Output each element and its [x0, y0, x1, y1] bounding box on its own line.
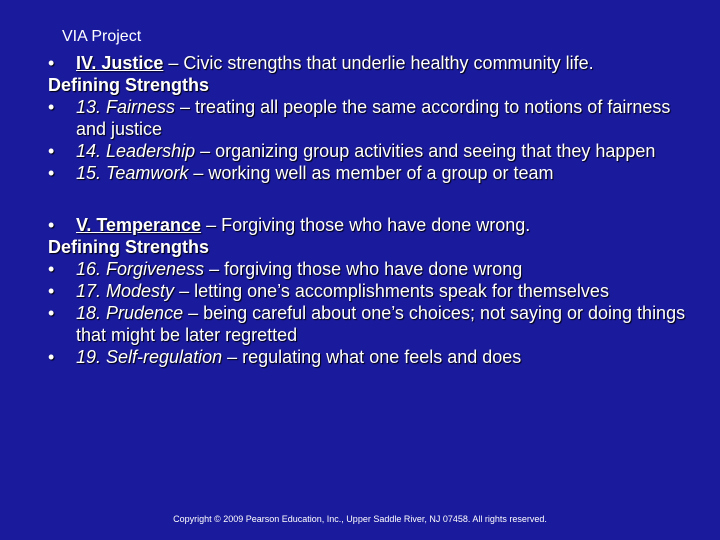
- strength-description: – organizing group activities and seeing that they happen: [195, 141, 656, 161]
- list-item: [48, 302, 698, 346]
- list-item: [48, 280, 698, 302]
- bullet: •: [48, 53, 55, 73]
- bullet: •: [48, 163, 55, 183]
- strength-description: – being careful about one’s choices; not saying or doing things that might be later regretted: [76, 303, 686, 345]
- bullet: •: [48, 303, 55, 323]
- bullet: •: [48, 97, 55, 117]
- list-item: [48, 140, 698, 162]
- strength-description: – treating all people the same according to notions of fairness and justice: [76, 97, 671, 139]
- bullet: •: [48, 259, 55, 279]
- list-item: [48, 258, 698, 280]
- slide-content: [48, 52, 698, 368]
- copyright-footer: Copyright © 2009 Pearson Education, Inc., Upper Saddle River, NJ 07458. All rights reserved.: [173, 514, 547, 524]
- strength-description: – regulating what one feels and does: [222, 347, 522, 367]
- list-item: [48, 96, 698, 140]
- strength-name: 16. Forgiveness: [76, 259, 205, 279]
- bullet: •: [48, 281, 55, 301]
- strength-name: 18. Prudence: [76, 303, 184, 323]
- list-item: [48, 346, 698, 368]
- bullet: •: [48, 215, 55, 235]
- strength-name: 19. Self-regulation: [76, 347, 223, 367]
- strength-description: – letting one’s accomplishments speak for themselves: [174, 281, 609, 301]
- section-heading-temperance: [48, 214, 698, 236]
- section-description: – Civic strengths that underlie healthy community life.: [163, 53, 594, 73]
- section-title: V. Temperance: [76, 215, 202, 235]
- bullet: •: [48, 347, 55, 367]
- section-title: IV. Justice: [76, 53, 164, 73]
- strength-description: – forgiving those who have done wrong: [204, 259, 523, 279]
- defining-strengths-label: Defining Strengths: [48, 237, 209, 257]
- strength-name: 14. Leadership: [76, 141, 196, 161]
- list-item: [48, 162, 698, 184]
- section-heading-justice: [48, 52, 698, 74]
- section-gap: [48, 184, 698, 214]
- defining-strengths-label: Defining Strengths: [48, 75, 209, 95]
- slide-title: VIA Project: [62, 28, 142, 45]
- strength-name: 15. Teamwork: [76, 163, 189, 183]
- strength-name: 13. Fairness: [76, 97, 176, 117]
- bullet: •: [48, 141, 55, 161]
- section-description: – Forgiving those who have done wrong.: [201, 215, 531, 235]
- strength-description: – working well as member of a group or team: [188, 163, 554, 183]
- strength-name: 17. Modesty: [76, 281, 175, 301]
